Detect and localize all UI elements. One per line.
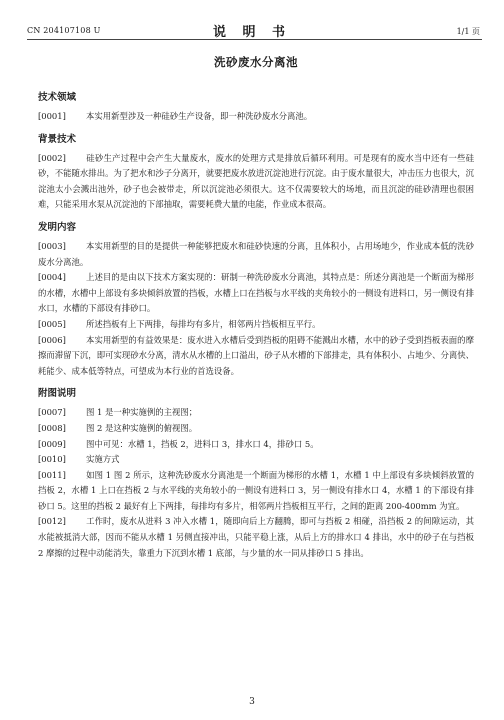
section-heading: 背景技术	[38, 133, 77, 145]
page-indicator: 1/1 页	[456, 27, 480, 36]
document-number: CN 204107108 U	[27, 26, 101, 35]
paragraph-number: [0003]	[38, 240, 66, 251]
paragraph-text: 硅砂生产过程中会产生大量废水，废水的处理方式是排放后循环利用。可是现有的废水当中还有一些硅砂，不能随水排出。为了把水和沙子分离开，就要把废水放进沉淀池进行沉淀。由于废水量很大，冲击压力也很大，沉淀池太小会溅出池外，砂子也会被带走，所以沉淀池必须很大。这不仅需要较大的场地，而且沉淀的硅砂清理也很困难，只能采用水泵从沉淀池的下部抽取，需要耗费大量的电能，作业成本很高。	[38, 152, 474, 210]
paragraph	[38, 239, 474, 270]
paragraph	[38, 317, 474, 333]
paragraph	[38, 468, 474, 515]
paragraph-number: [0012]	[38, 516, 66, 527]
page-footer	[0, 697, 504, 707]
paragraph-number: [0009]	[38, 438, 66, 449]
paragraph-text: 图 2 是这种实施例的俯视图。	[86, 422, 198, 433]
paragraph-text: 上述目的是由以下技术方案实现的：研制一种洗砂废水分离池，其特点是：所述分离池是一个断面为梯形的水槽，水槽中上部设有多块倾斜放置的挡板，水槽上口在挡板与水平线的夹角较小的一侧设有进料口，另一侧设有排水口，水槽的下部设有排砂口。	[38, 272, 474, 314]
page-number: 3	[249, 697, 255, 707]
document-title: 洗砂废水分离池	[214, 55, 298, 69]
section-heading: 发明内容	[38, 221, 77, 233]
paragraph-text: 如图 1 图 2 所示，这种洗砂废水分离池是一个断面为梯形的水槽 1，水槽 1 中上部设有多块倾斜放置的挡板 2，水槽 1 上口在挡板 2 与水平线的夹角较小的一侧设有进料口 3，另一侧设有排水口 4，水槽 1 的下部设有排砂口 5。这里的挡板 2 最好有上下两排，每排均有多片，相邻两片挡板相互平行，之间的距离 200-400mm 为宜。	[38, 469, 474, 511]
document-type: 说 明 书	[212, 25, 292, 40]
paragraph	[38, 333, 474, 380]
section-heading: 附图说明	[38, 388, 77, 400]
section-heading: 技术领域	[38, 92, 77, 103]
paragraph-text: 实施方式	[86, 454, 120, 465]
paragraph	[38, 151, 474, 213]
document-body	[38, 54, 474, 561]
paragraph-number: [0011]	[38, 469, 66, 480]
paragraph-number: [0002]	[38, 152, 66, 163]
paragraph-text: 本实用新型的目的是提供一种能够把废水和硅砂快速的分离，且体积小，占用场地少，作业成本低的洗砂废水分离池。	[38, 240, 474, 267]
paragraph-text: 图 1 是一种实施例的主视图；	[86, 407, 198, 418]
section-background	[38, 134, 474, 213]
paragraph	[38, 452, 474, 468]
paragraph	[38, 270, 474, 317]
paragraph-number: [0006]	[38, 334, 66, 345]
paragraph-text: 工作时，废水从进料 3 冲入水槽 1，随即向后上方翻腾，即可与挡板 2 相碰，沿挡板 2 的间隙运动，其水能被抵消大部，因而不能从水槽 1 另侧直接冲出，只能平稳上涨，从后上方的排水口 4 排出，水中的砂子在与挡板 2 摩擦的过程中动能消失，靠重力下沉到水槽 1 底部，与少量的水一同从排砂口 5 排出。	[38, 516, 474, 558]
page-header	[0, 0, 504, 40]
paragraph	[38, 437, 474, 453]
section-technical-field	[38, 92, 474, 125]
section-drawings	[38, 388, 474, 561]
paragraph-text: 本实用新型的有益效果是：废水进入水槽后受到挡板的阻碍不能溅出水槽，水中的砂子受到挡板表面的摩擦而滞留下沉，即可实现砂水分离，清水从水槽的上口溢出，砂子从水槽的下部排走，具有体积小、占地少、分离快、耗能少、成本低等特点，可望成为本行业的首选设备。	[38, 334, 474, 376]
section-summary	[38, 222, 474, 379]
paragraph-number: [0007]	[38, 407, 66, 418]
paragraph-text: 所述挡板有上下两排，每排均有多片，相邻两片挡板相互平行。	[86, 318, 321, 329]
header-divider	[27, 39, 482, 40]
paragraph-text: 本实用新型涉及一种硅砂生产设备，即一种洗砂废水分离池。	[86, 111, 313, 121]
paragraph-number: [0005]	[38, 318, 66, 329]
paragraph	[38, 405, 474, 421]
paragraph-number: [0001]	[38, 111, 66, 121]
paragraph	[38, 514, 474, 561]
paragraph	[38, 109, 474, 125]
paragraph-number: [0004]	[38, 272, 66, 283]
paragraph	[38, 421, 474, 437]
paragraph-number: [0010]	[38, 454, 66, 465]
paragraph-text: 图中可见：水槽 1，挡板 2，进料口 3，排水口 4，排砂口 5。	[86, 438, 319, 449]
paragraph-number: [0008]	[38, 422, 66, 433]
